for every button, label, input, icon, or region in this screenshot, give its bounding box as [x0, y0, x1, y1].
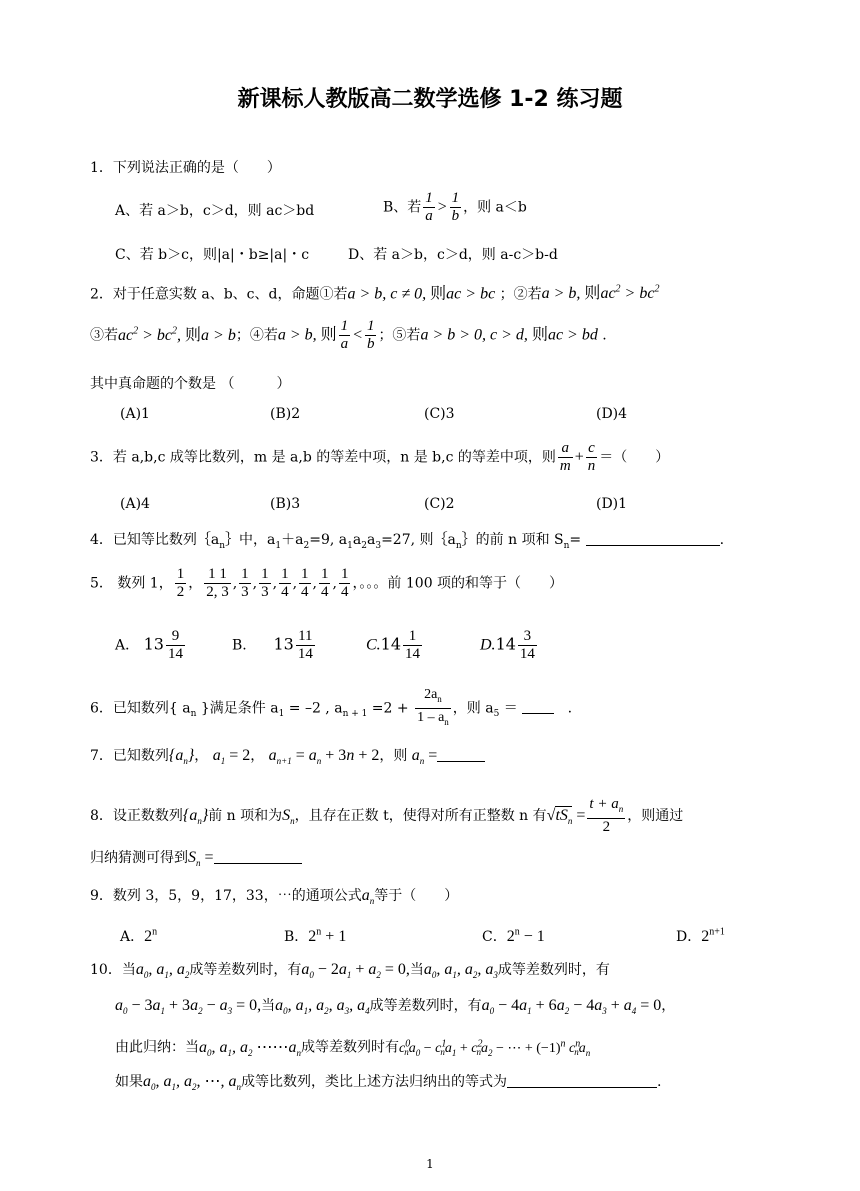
- q1-option-c: C、若 b＞c，则|a|・b≥|a|・c: [115, 247, 310, 263]
- q2-option-a: (A)1: [120, 406, 150, 422]
- q2-option-d: (D)4: [596, 406, 628, 422]
- q3-option-b: (B)3: [270, 496, 301, 512]
- question-10-line-2: $a_0 - 3a_1 + 3a_2 - a_3 = 0$,当$a_0$, $a_1$, $a_2$, $a_3$, $a_4$成等差数列时，有$a_0 - 4a_1 + 6a_2 - 4a_3 + a_4 = 0$，: [115, 997, 676, 1017]
- question-4: 4．已知等比数列$\{a_n\}$中，$a_1+a_2=9$, $a_1a_2a_3=27$, 则$\{a_n\}$的前 n 项和 $S_n=$ .: [90, 532, 725, 551]
- q2-option-c: (C)3: [424, 406, 455, 422]
- question-6: 6．已知数列{ $a_n$ }满足条件 $a_1 = -2$ , $a_{n + 1} =2$ + $\frac{2a_n}{1 - a_n}$ ，则 $a_5$ ＝ .: [90, 687, 573, 727]
- q3-option-a: (A)4: [120, 496, 150, 512]
- q9-option-b: B．$2^n + 1$: [284, 926, 347, 945]
- question-7: 7．已知数列$\{a_n\}$， $a_1 = 2$， $a_{n+1} = a_n + 3n + 2$，则 $a_n$ =: [90, 746, 485, 771]
- q5-option-b: B. 13 $\frac{11}{14}$: [232, 628, 313, 662]
- q5-option-c: C.14 $\frac{1}{14}$: [366, 628, 421, 662]
- q3-option-c: (C)2: [424, 496, 455, 512]
- q9-option-a: A．2$^n$: [120, 926, 158, 945]
- page-title: 新课标人教版高二数学选修 1-2 练习题: [237, 87, 623, 112]
- fraction-1-over-a: $\frac{1}{a}$: [425, 190, 433, 224]
- question-10-line-4: 如果$a_0$, $a_1$, $a_2$, ⋯, $a_n$成等比数列，类比上述方法归纳出的等式为 .: [115, 1073, 662, 1093]
- q1-option-b: B、若 $\frac{1}{a}$ > $\frac{1}{b}$ ，则 a＜b: [383, 190, 527, 224]
- q9-option-c: C．$2^n - 1$: [482, 926, 545, 945]
- question-1-stem: 1．下列说法正确的是（ ）: [90, 160, 281, 176]
- answer-blank[interactable]: [522, 699, 554, 714]
- answer-blank[interactable]: [507, 1073, 657, 1088]
- question-2-line-2: ③若$ac^2 > bc^2$, 则a > b；④若a > b, 则 $\frac{1}{a}$ < $\frac{1}{b}$ ；⑤若a > b > 0, c > d, 则ac > bd .: [90, 318, 607, 352]
- q1-option-d: D、若 a＞b，c＞d，则 a-c＞b-d: [348, 247, 558, 263]
- q5-option-d: D.14 $\frac{3}{14}$: [480, 628, 535, 662]
- q3-option-d: (D)1: [596, 496, 628, 512]
- q5-option-a: A． 13 $\frac{9}{14}$: [115, 628, 183, 662]
- question-5: 5． 数列 1， $\frac{1}{2}$ ， $\frac{1 1}{2, 3}$ , $\frac{1}{3}$ , $\frac{1}{3}$ , $\frac{1}{4}$ , $\frac{1}{4}$ , $\frac{1}{4}$ , $\frac{1}{4}$ ，。。。前 100 项的和等于（ ）: [90, 566, 564, 600]
- answer-blank[interactable]: [214, 849, 302, 864]
- answer-blank[interactable]: [586, 531, 720, 546]
- question-8: 8．设正数数列$\{a_n\}$前 n 项和为$S_n$，且存在正数 t，使得对所有正整数 n 有$√tS_n$ = $\frac{t + a_n}{2}$ ，则通过: [90, 796, 684, 835]
- question-3-stem: 3．若 a,b,c 成等比数列，m 是 a,b 的等差中项，n 是 b,c 的等差中项，则 $\frac{a}{m}$ + $\frac{c}{n}$ ＝（ ）: [90, 440, 670, 474]
- question-10-line-3: 由此归纳：当$a_0$, $a_1$, $a_2$ $\cdots\cdots a_n$成等差数列时有$c^0_na_0 - c^1_na_1 + c^2_na_2$ − ⋯ + $(-1)^n$ $c^n_na_n$: [115, 1038, 591, 1058]
- answer-blank[interactable]: [437, 747, 485, 762]
- question-10-line-1: 10．当$a_0$, $a_1$, $a_2$成等差数列时，有$a_0 - 2a_1 + a_2 = 0$,当$a_0$, $a_1$, $a_2$, $a_3$成等差数列时，有: [90, 961, 610, 981]
- q1-option-a: A、若 a＞b，c＞d，则 ac＞bd: [115, 203, 315, 219]
- question-2-stem: 2．对于任意实数 a、b、c、d，命题①若a > b, c ≠ 0, 则ac > bc ；②若a > b, 则$ac^2 > bc^2$: [90, 284, 660, 303]
- fraction-1-over-b: $\frac{1}{b}$: [451, 190, 460, 224]
- question-2-tail: 其中真命题的个数是 （ ）: [90, 376, 291, 392]
- question-8-line-2: 归纳猜测可得到$S_n$ =: [90, 848, 302, 873]
- q9-option-d: D．$2^{n+1}$: [676, 926, 725, 945]
- q2-option-b: (B)2: [270, 406, 301, 422]
- question-9: 9．数列 3，5，9，17，33，⋯的通项公式$a_n$等于（ ）: [90, 887, 459, 907]
- page-number: 1: [426, 1157, 434, 1171]
